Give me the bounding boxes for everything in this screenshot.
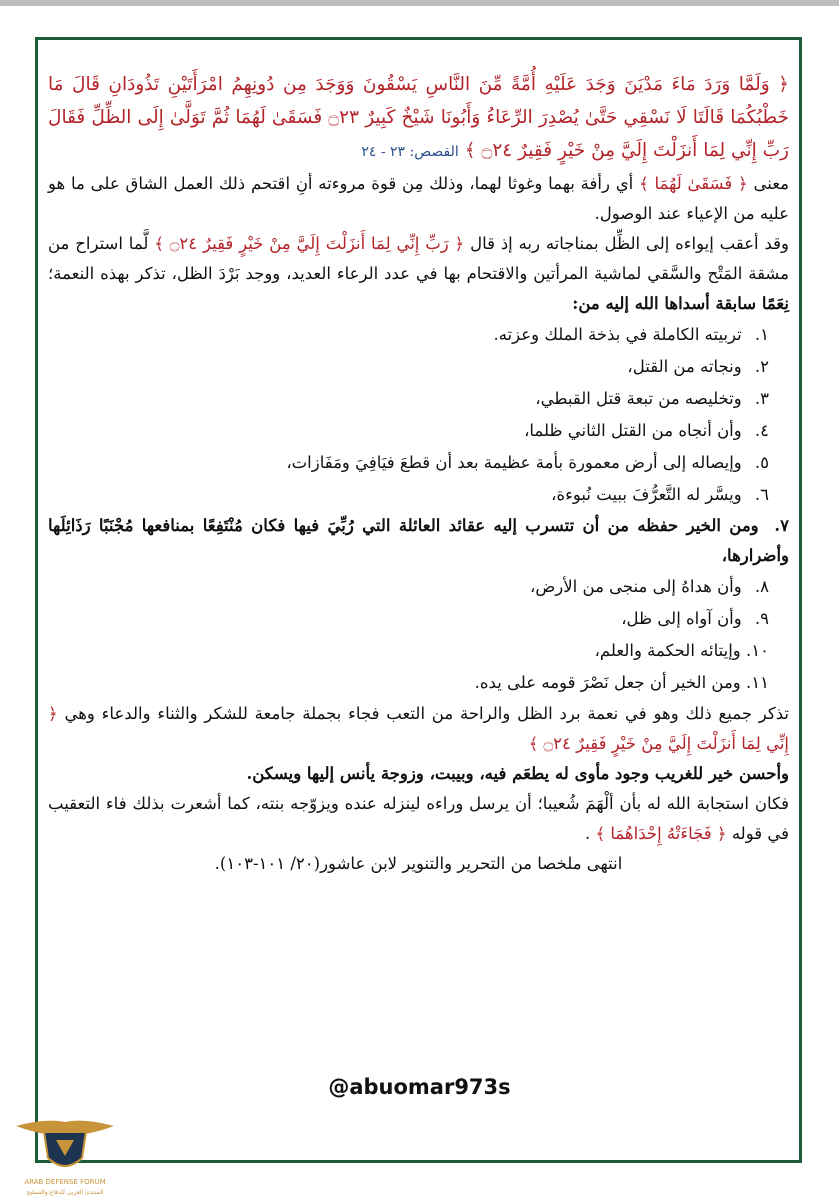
list-item: ٣. وتخليصه من تبعة قتل القبطي، <box>535 389 769 408</box>
paragraph-best-good: وأحسن خير للغريب وجود مأوى له يطعَم فيه، وبيبت، وزوجة يأنس إليها ويسكن. <box>246 764 789 783</box>
blessings-list-continued <box>48 571 789 699</box>
blessings-list <box>48 319 789 511</box>
list-item: ٢. ونجاته من القتل، <box>627 357 769 376</box>
page-frame <box>35 37 802 1163</box>
top-bar <box>0 0 839 6</box>
list-item: ١. تربيته الكاملة في بذخة الملك وعزته. <box>493 325 769 344</box>
quran-quote: ﴿ إِنِّي لِمَا أَنزَلْتَ إِلَيَّ مِنْ خَيْرٍ فَقِيرٌ ۝٢٤ ﴾ <box>48 704 789 753</box>
quran-quote: ﴿ رَبِّ إِنِّي لِمَا أَنزَلْتَ إِلَيَّ مِنْ خَيْرٍ فَقِيرٌ ۝٢٤ ﴾ <box>154 234 465 253</box>
paragraph-answer: فكان استجابة الله له بأن ألْهَمَ شُعيبا؛ أن يرسل وراءه لينزله عنده ويزوّجه بنته، كما أشعرت بذلك فاء التعقيب في قوله ﴿ فَجَاءَتْهُ إِحْدَاهُمَا ﴾ . <box>48 794 789 843</box>
list-item: ١٠. وإيتائه الحكمة والعلم، <box>594 641 769 660</box>
list-item: ٦. ويسَّر له التَّعرُّفَ ببيت نُبوءة، <box>551 485 769 504</box>
article-content <box>48 68 789 879</box>
paragraph-meaning: معنى ﴿ فَسَقَىٰ لَهُمَا ﴾ أي رأفة بهما وغوثا لهما، وذلك مِن قوة مروءته أنِ اقتحم ذلك العمل الشاق على ما هو عليه من الإعياء عند الوصول. <box>48 174 790 223</box>
verse-reference: القصص: ٢٣ - ٢٤ <box>361 144 459 160</box>
verse-text: ﴿ وَلَمَّا وَرَدَ مَاءَ مَدْيَنَ وَجَدَ عَلَيْهِ أُمَّةً مِّنَ النَّاسِ يَسْقُونَ وَوَجَدَ مِن دُونِهِمُ امْرَأَتَيْنِ تَذُودَانِ قَالَ مَا خَطْبُكُمَا قَالَتَا لَا نَسْقِي حَتَّىٰ يُصْدِرَ الرِّعَاءُ وَأَبُونَا شَيْخٌ كَبِيرٌ ۝٢٣ فَسَقَىٰ لَهُمَا ثُمَّ تَوَلَّىٰ إِلَى الظِّلِّ فَقَالَ رَبِّ إِنِّي لِمَا أَنزَلْتَ إِلَيَّ مِنْ خَيْرٍ فَقِيرٌ ۝٢٤ ﴾ <box>48 74 789 161</box>
list-item: ٩. وأن آواه إلى ظل، <box>621 609 769 628</box>
watermark-logo <box>6 1112 124 1198</box>
list-item: ٤. وأن أنجاه من القتل الثاني ظلما، <box>524 421 769 440</box>
author-handle: @abuomar973s <box>328 1075 511 1099</box>
quran-quote: ﴿ فَجَاءَتْهُ إِحْدَاهُمَا ﴾ <box>595 824 727 843</box>
list-item: ٨. وأن هداهُ إلى منجى من الأرض، <box>530 577 769 596</box>
source-citation: انتهى ملخصا من التحرير والتنوير لابن عاشور(٢٠/ ١٠١-١٠٣). <box>214 854 623 873</box>
list-item-seven: ٧. ومن الخير حفظه من أن تتسرب إليه عقائد العائلة التي رُبِّيَ فيها فكان مُنْتَفِعًا بمنافعها مُجْنَبًا رَذَائِلَها وأضرارها، <box>48 516 789 565</box>
list-item: ٥. وإيصاله إلى أرض معمورة بأمة عظيمة بعد أن قطعَ فيَافِيَ ومَفَازات، <box>286 453 769 472</box>
paragraph-gratitude: تذكر جميع ذلك وهو في نعمة برد الظل والراحة من التعب فجاء بجملة جامعة للشكر والثناء والدعاء وهي ﴿ إِنِّي لِمَا أَنزَلْتَ إِلَيَّ مِنْ خَيْرٍ فَقِيرٌ ۝٢٤ ﴾ <box>48 704 790 753</box>
quran-verse <box>48 68 789 169</box>
list-item: ١١. ومن الخير أن جعل نَصْرَ قومه على يده. <box>474 673 769 692</box>
quran-quote: ﴿ فَسَقَىٰ لَهُمَا ﴾ <box>639 174 748 193</box>
watermark-title: ARAB DEFENSE FORUM <box>24 1178 106 1186</box>
watermark-subtitle: المنتدى العربي للدفاع والتسليح <box>26 1189 104 1196</box>
paragraph-supplication: وقد أعقب إيواءه إلى الظِّل بمناجاته ربه إذ قال ﴿ رَبِّ إِنِّي لِمَا أَنزَلْتَ إِلَيَّ مِنْ خَيْرٍ فَقِيرٌ ۝٢٤ ﴾ لَّما استراح من مشقة المَتْح والسَّقي لماشية المرأتين والاقتحام بها في عدد الرعاء العديد، ووجد بَرْدَ الظل، تذكر بهذه النعمة؛ نِعَمًا سابقة أسداها الله إليه من: <box>48 234 789 313</box>
